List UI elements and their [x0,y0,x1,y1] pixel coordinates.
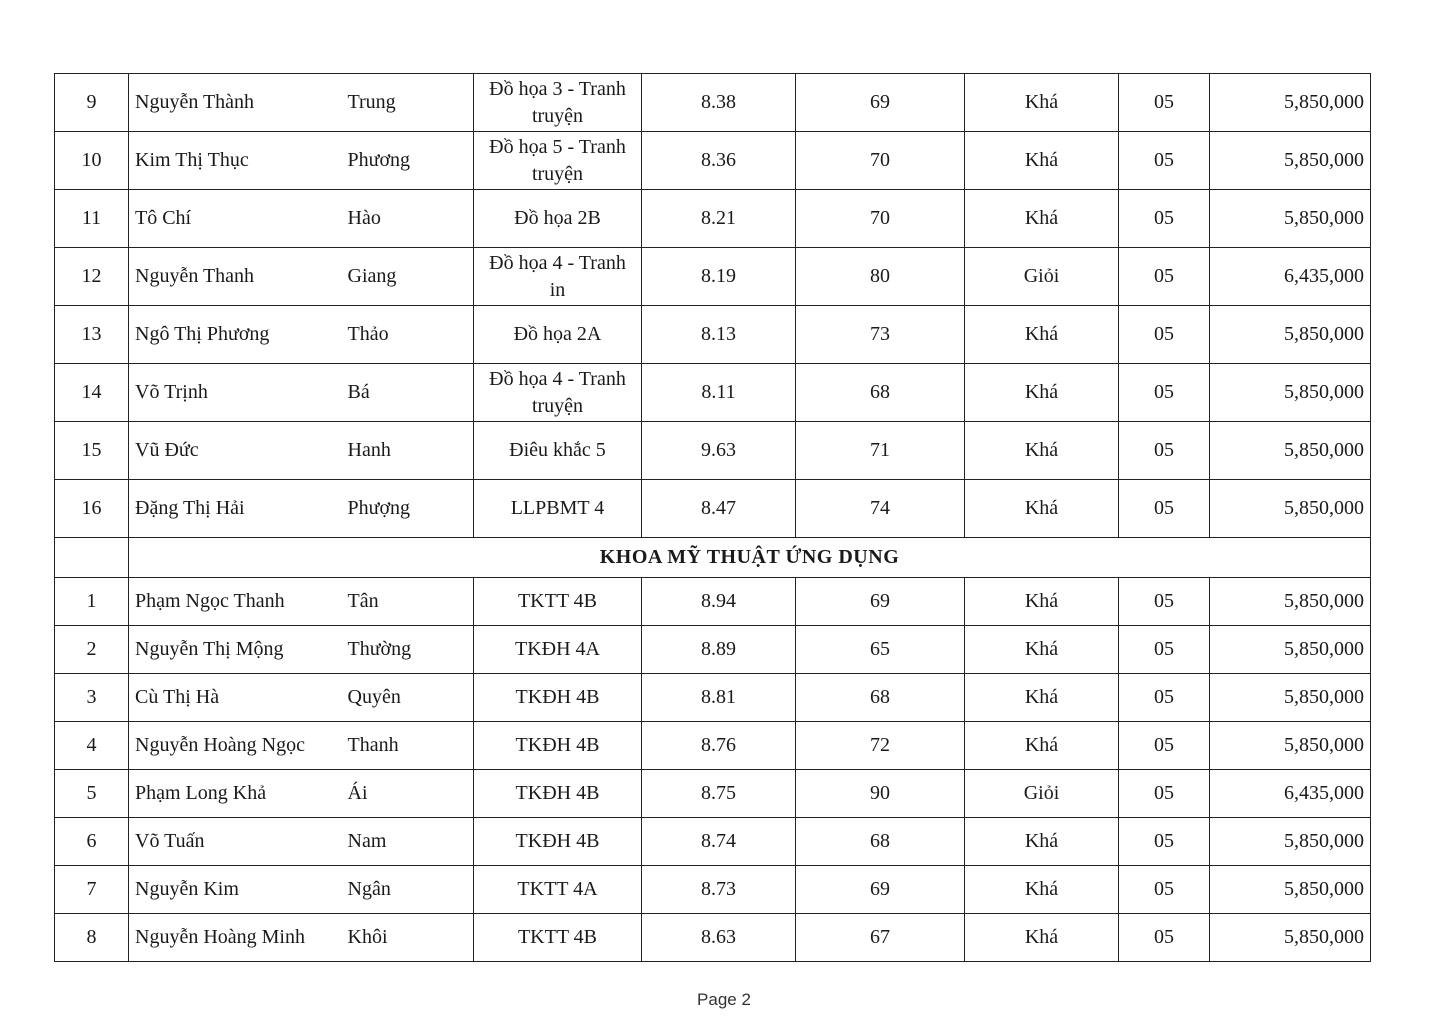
months-cell: 05 [1119,578,1210,626]
rank-cell: Khá [965,626,1119,674]
given-name-cell: Tân [342,578,474,626]
months-cell: 05 [1119,364,1210,422]
months-cell: 05 [1119,914,1210,962]
class-cell: Đồ họa 2B [474,190,642,248]
months-cell: 05 [1119,866,1210,914]
amount-cell: 5,850,000 [1210,364,1371,422]
surname-cell: Ngô Thị Phương [129,306,342,364]
table-row [55,248,1371,306]
stt-cell: 11 [55,190,129,248]
months-cell: 05 [1119,306,1210,364]
gpa-cell: 8.36 [642,132,796,190]
given-name-cell: Phượng [342,480,474,538]
surname-cell: Phạm Ngọc Thanh [129,578,342,626]
conduct-score-cell: 68 [796,674,965,722]
given-name-cell: Thanh [342,722,474,770]
table-row [55,306,1371,364]
months-cell: 05 [1119,818,1210,866]
surname-cell: Phạm Long Khả [129,770,342,818]
rank-cell: Khá [965,422,1119,480]
given-name-cell: Ái [342,770,474,818]
table-row [55,866,1371,914]
class-cell: Đồ họa 2A [474,306,642,364]
rank-cell: Khá [965,364,1119,422]
amount-cell: 5,850,000 [1210,306,1371,364]
gpa-cell: 8.75 [642,770,796,818]
months-cell: 05 [1119,674,1210,722]
conduct-score-cell: 80 [796,248,965,306]
table-row [55,480,1371,538]
table-row [55,578,1371,626]
given-name-cell: Ngân [342,866,474,914]
conduct-score-cell: 72 [796,722,965,770]
page-number: Page 2 [697,990,751,1009]
class-cell: TKĐH 4B [474,674,642,722]
section-title: KHOA MỸ THUẬT ỨNG DỤNG [129,538,1371,578]
stt-cell: 5 [55,770,129,818]
stt-cell: 13 [55,306,129,364]
amount-cell: 5,850,000 [1210,866,1371,914]
months-cell: 05 [1119,132,1210,190]
class-cell: Đồ họa 4 - Tranh in [474,248,642,306]
amount-cell: 5,850,000 [1210,914,1371,962]
rank-cell: Khá [965,866,1119,914]
surname-cell: Nguyễn Hoàng Minh [129,914,342,962]
scholarship-table [54,73,1371,962]
surname-cell: Võ Tuấn [129,818,342,866]
rank-cell: Khá [965,306,1119,364]
stt-cell: 3 [55,674,129,722]
rank-cell: Khá [965,722,1119,770]
rank-cell: Khá [965,674,1119,722]
surname-cell: Vũ Đức [129,422,342,480]
stt-cell: 6 [55,818,129,866]
given-name-cell: Trung [342,74,474,132]
table-row [55,132,1371,190]
given-name-cell: Hanh [342,422,474,480]
table-row [55,722,1371,770]
conduct-score-cell: 70 [796,190,965,248]
table-body-top [55,74,1371,538]
months-cell: 05 [1119,770,1210,818]
table-row [55,818,1371,866]
stt-cell: 9 [55,74,129,132]
conduct-score-cell: 90 [796,770,965,818]
given-name-cell: Quyên [342,674,474,722]
surname-cell: Nguyễn Thanh [129,248,342,306]
conduct-score-cell: 71 [796,422,965,480]
table-row [55,914,1371,962]
class-cell: LLPBMT 4 [474,480,642,538]
rank-cell: Khá [965,190,1119,248]
gpa-cell: 8.76 [642,722,796,770]
surname-cell: Kim Thị Thục [129,132,342,190]
gpa-cell: 8.89 [642,626,796,674]
rank-cell: Giỏi [965,770,1119,818]
amount-cell: 5,850,000 [1210,626,1371,674]
surname-cell: Nguyễn Kim [129,866,342,914]
given-name-cell: Bá [342,364,474,422]
given-name-cell: Nam [342,818,474,866]
rank-cell: Giỏi [965,248,1119,306]
gpa-cell: 8.63 [642,914,796,962]
amount-cell: 5,850,000 [1210,722,1371,770]
months-cell: 05 [1119,480,1210,538]
gpa-cell: 8.11 [642,364,796,422]
stt-cell: 2 [55,626,129,674]
stt-cell: 4 [55,722,129,770]
amount-cell: 5,850,000 [1210,674,1371,722]
stt-cell: 10 [55,132,129,190]
months-cell: 05 [1119,422,1210,480]
amount-cell: 5,850,000 [1210,818,1371,866]
section-header-group [55,538,1371,578]
amount-cell: 5,850,000 [1210,422,1371,480]
months-cell: 05 [1119,626,1210,674]
amount-cell: 6,435,000 [1210,770,1371,818]
gpa-cell: 8.19 [642,248,796,306]
table-row [55,190,1371,248]
surname-cell: Cù Thị Hà [129,674,342,722]
class-cell: TKĐH 4A [474,626,642,674]
months-cell: 05 [1119,74,1210,132]
rank-cell: Khá [965,480,1119,538]
class-cell: Điêu khắc 5 [474,422,642,480]
table-row [55,422,1371,480]
rank-cell: Khá [965,818,1119,866]
gpa-cell: 8.94 [642,578,796,626]
conduct-score-cell: 69 [796,866,965,914]
table-row [55,626,1371,674]
conduct-score-cell: 69 [796,578,965,626]
gpa-cell: 8.21 [642,190,796,248]
rank-cell: Khá [965,578,1119,626]
amount-cell: 6,435,000 [1210,248,1371,306]
stt-cell: 16 [55,480,129,538]
table-row [55,364,1371,422]
class-cell: Đồ họa 3 - Tranh truyện [474,74,642,132]
conduct-score-cell: 65 [796,626,965,674]
table-body-bottom [55,578,1371,962]
gpa-cell: 8.81 [642,674,796,722]
given-name-cell: Hào [342,190,474,248]
gpa-cell: 8.73 [642,866,796,914]
months-cell: 05 [1119,722,1210,770]
stt-cell: 14 [55,364,129,422]
section-row [55,538,1371,578]
amount-cell: 5,850,000 [1210,132,1371,190]
conduct-score-cell: 67 [796,914,965,962]
stt-cell: 8 [55,914,129,962]
class-cell: Đồ họa 5 - Tranh truyện [474,132,642,190]
class-cell: TKĐH 4B [474,722,642,770]
amount-cell: 5,850,000 [1210,74,1371,132]
amount-cell: 5,850,000 [1210,578,1371,626]
table-row [55,770,1371,818]
class-cell: TKTT 4B [474,578,642,626]
rank-cell: Khá [965,132,1119,190]
surname-cell: Đặng Thị Hải [129,480,342,538]
gpa-cell: 9.63 [642,422,796,480]
amount-cell: 5,850,000 [1210,190,1371,248]
class-cell: Đồ họa 4 - Tranh truyện [474,364,642,422]
amount-cell: 5,850,000 [1210,480,1371,538]
surname-cell: Nguyễn Thành [129,74,342,132]
conduct-score-cell: 69 [796,74,965,132]
stt-cell: 1 [55,578,129,626]
class-cell: TKĐH 4B [474,770,642,818]
months-cell: 05 [1119,190,1210,248]
given-name-cell: Phương [342,132,474,190]
stt-cell: 15 [55,422,129,480]
gpa-cell: 8.13 [642,306,796,364]
surname-cell: Nguyễn Hoàng Ngọc [129,722,342,770]
stt-cell: 12 [55,248,129,306]
class-cell: TKTT 4A [474,866,642,914]
conduct-score-cell: 68 [796,364,965,422]
table-row [55,74,1371,132]
conduct-score-cell: 68 [796,818,965,866]
gpa-cell: 8.38 [642,74,796,132]
gpa-cell: 8.74 [642,818,796,866]
rank-cell: Khá [965,914,1119,962]
surname-cell: Võ Trịnh [129,364,342,422]
conduct-score-cell: 73 [796,306,965,364]
table-row [55,674,1371,722]
surname-cell: Tô Chí [129,190,342,248]
given-name-cell: Khôi [342,914,474,962]
given-name-cell: Thảo [342,306,474,364]
class-cell: TKTT 4B [474,914,642,962]
gpa-cell: 8.47 [642,480,796,538]
given-name-cell: Giang [342,248,474,306]
section-stt-cell [55,538,129,578]
conduct-score-cell: 70 [796,132,965,190]
stt-cell: 7 [55,866,129,914]
rank-cell: Khá [965,74,1119,132]
class-cell: TKĐH 4B [474,818,642,866]
conduct-score-cell: 74 [796,480,965,538]
months-cell: 05 [1119,248,1210,306]
surname-cell: Nguyễn Thị Mộng [129,626,342,674]
given-name-cell: Thường [342,626,474,674]
